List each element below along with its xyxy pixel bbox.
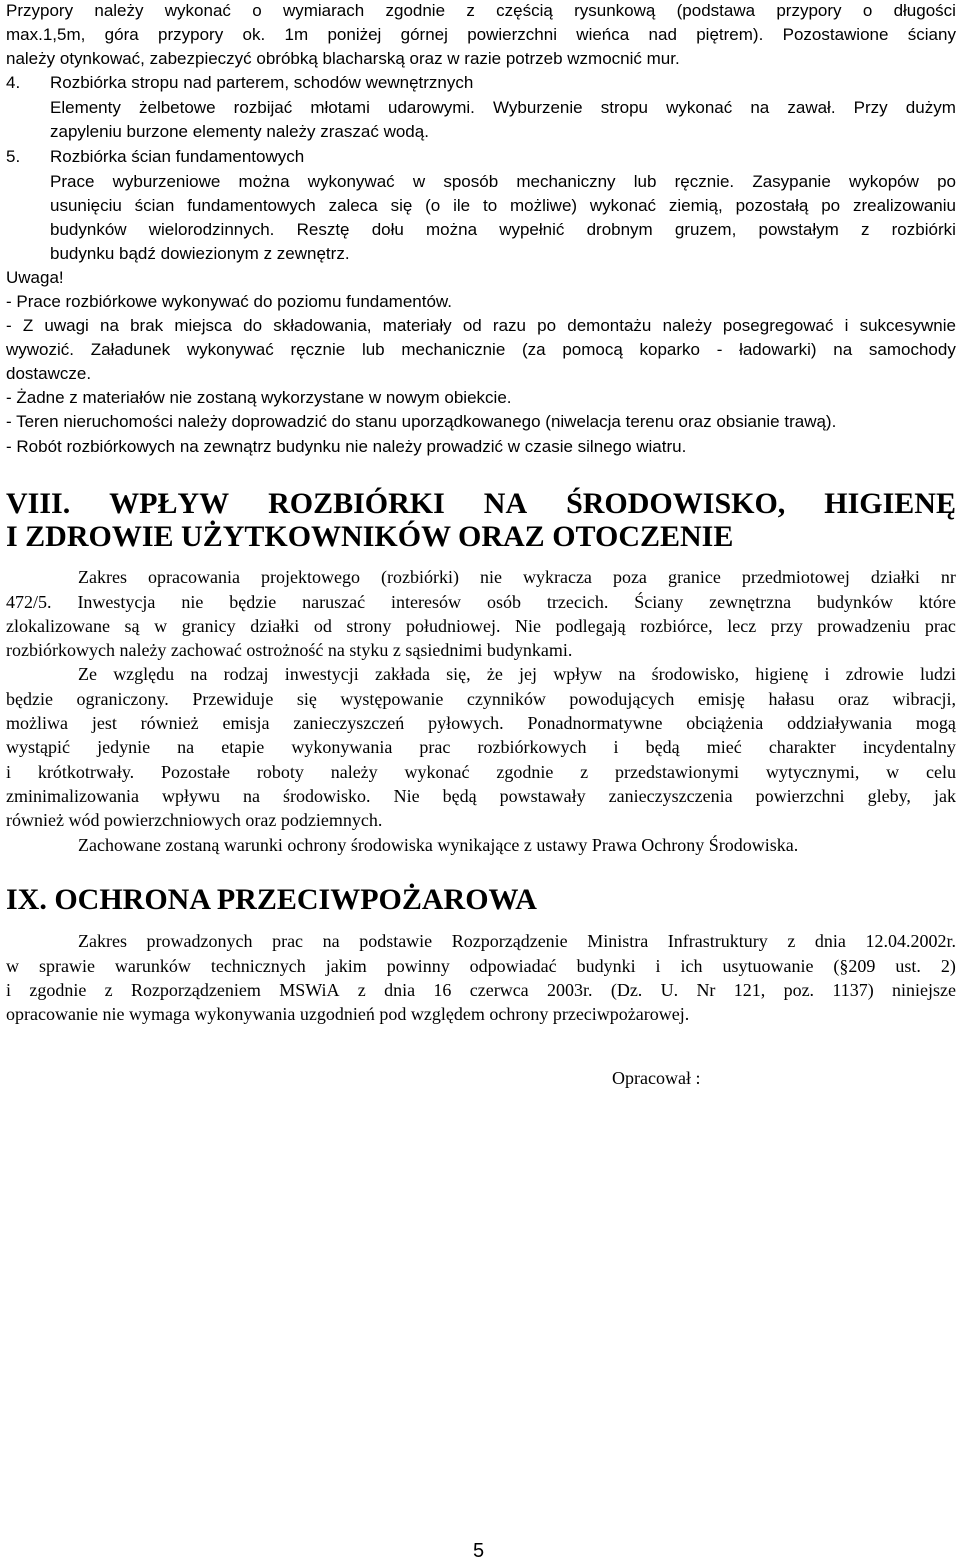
paragraph-line: i krótkotrwały. Pozostałe roboty należy wykonać zgodnie z przedstawionymi wytycznymi, w celu [6, 762, 956, 782]
paragraph-line: będzie ograniczony. Przewiduje się występowanie czynników powodujących emisję hałasu oraz wibracji, [6, 689, 956, 709]
list-item-number: 5. [6, 147, 21, 166]
paragraph-line: zminimalizowania wpływu na środowisko. Nie będą powstawały zanieczyszczenia powierzchni gleby, jak [6, 786, 956, 806]
paragraph-line: wystąpić jedynie na etapie wykonywania prac rozbiórkowych i będą mieć charakter incydentalny [6, 737, 956, 757]
note-item: - Teren nieruchomości należy doprowadzić do stanu uporządkowanego (niwelacja terenu oraz obsianie trawą). [6, 412, 837, 431]
paragraph-line: rozbiórkowych należy zachować ostrożność na styku z sąsiednimi budynkami. [6, 640, 573, 660]
paragraph-line: Przypory należy wykonać o wymiarach zgodnie z częścią rysunkową (podstawa przypory o długości [6, 1, 956, 20]
notes-label: Uwaga! [6, 268, 64, 287]
paragraph-line: max.1,5m, góra przypory ok. 1m poniżej górnej powierzchni wieńca nad piętrem). Pozostawione ściany [6, 25, 956, 44]
page-number: 5 [473, 1540, 485, 1562]
paragraph-line: opracowanie nie wymaga wykonywania uzgodnień pod względem ochrony przeciwpożarowej. [6, 1004, 690, 1024]
paragraph-line: Elementy żelbetowe rozbijać młotami udarowymi. Wyburzenie stropu wykonać na zawał. Przy dużym [50, 98, 956, 117]
list-item-title: Rozbiórka ścian fundamentowych [50, 147, 305, 166]
note-item: wywozić. Załadunek wykonywać ręcznie lub mechanicznie (za pomocą koparko - ładowarki) na samochody [6, 340, 956, 359]
section-heading: VIII. WPŁYW ROZBIÓRKI NA ŚRODOWISKO, HIGIENĘ [6, 487, 956, 520]
paragraph-line: 472/5. Inwestycja nie będzie naruszać interesów osób trzecich. Ściany zewnętrzna budynków które [6, 592, 956, 612]
paragraph-line: możliwa jest również emisja zanieczyszczeń pyłowych. Ponadnormatywne obciążenia oddziaływania mogą [6, 713, 956, 733]
paragraph-line: w sprawie warunków technicznych jakim powinny odpowiadać budynki i ich usytuowanie (§209 ust. 2) [6, 956, 956, 976]
note-item: - Żadne z materiałów nie zostaną wykorzystane w nowym obiekcie. [6, 388, 512, 407]
paragraph-line: Zakres prowadzonych prac na podstawie Rozporządzenie Ministra Infrastruktury z dnia 12.04.2002r. [78, 931, 956, 951]
note-item: dostawcze. [6, 364, 92, 383]
paragraph-line: i zgodnie z Rozporządzeniem MSWiA z dnia 16 czerwca 2003r. (Dz. U. Nr 121, poz. 1137) niniejsze [6, 980, 956, 1000]
signature-label: Opracował : [612, 1068, 701, 1088]
paragraph-line: Zakres opracowania projektowego (rozbiórki) nie wykracza poza granice przedmiotowej działki nr [78, 567, 956, 587]
section-heading: I ZDROWIE UŻYTKOWNIKÓW ORAZ OTOCZENIE [6, 520, 734, 553]
paragraph-line: budynku bądź dowiezionym z zewnętrz. [50, 244, 350, 263]
section-heading: IX. OCHRONA PRZECIWPOŻAROWA [6, 883, 537, 916]
paragraph-line: zapyleniu burzone elementy należy zraszać wodą. [50, 122, 429, 141]
paragraph-line: usunięciu ścian fundamentowych zaleca się (o ile to możliwe) wykonać ziemią, pozostałą po zrealizowaniu [50, 196, 956, 215]
note-item: - Prace rozbiórkowe wykonywać do poziomu fundamentów. [6, 292, 452, 311]
paragraph-line: budynków wielorodzinnych. Resztę dołu można wypełnić drobnym gruzem, powstałym z rozbiórki [50, 220, 956, 239]
list-item-number: 4. [6, 73, 21, 92]
paragraph-line: również wód powierzchniowych oraz podziemnych. [6, 810, 383, 830]
list-item-title: Rozbiórka stropu nad parterem, schodów wewnętrznych [50, 73, 474, 92]
paragraph-line: Prace wyburzeniowe można wykonywać w sposób mechaniczny lub ręcznie. Zasypanie wykopów po [50, 172, 956, 191]
paragraph-line: Zachowane zostaną warunki ochrony środowiska wynikające z ustawy Prawa Ochrony Środowiska. [78, 835, 799, 855]
note-item: - Z uwagi na brak miejsca do składowania, materiały od razu po demontażu należy posegregować i sukcesywnie [6, 316, 956, 335]
paragraph-line: zlokalizowane są w granicy działki od strony południowej. Nie podlegają rozbiórce, lecz przy prowadzeniu prac [6, 616, 956, 636]
note-item: - Robót rozbiórkowych na zewnątrz budynku nie należy prowadzić w czasie silnego wiatru. [6, 437, 687, 456]
paragraph-line: Ze względu na rodzaj inwestycji zakłada się, że jej wpływ na środowisko, higienę i zdrowie ludzi [78, 664, 956, 684]
paragraph-line: należy otynkować, zabezpieczyć obróbką blacharską oraz w razie potrzeb wzmocnić mur. [6, 49, 680, 68]
